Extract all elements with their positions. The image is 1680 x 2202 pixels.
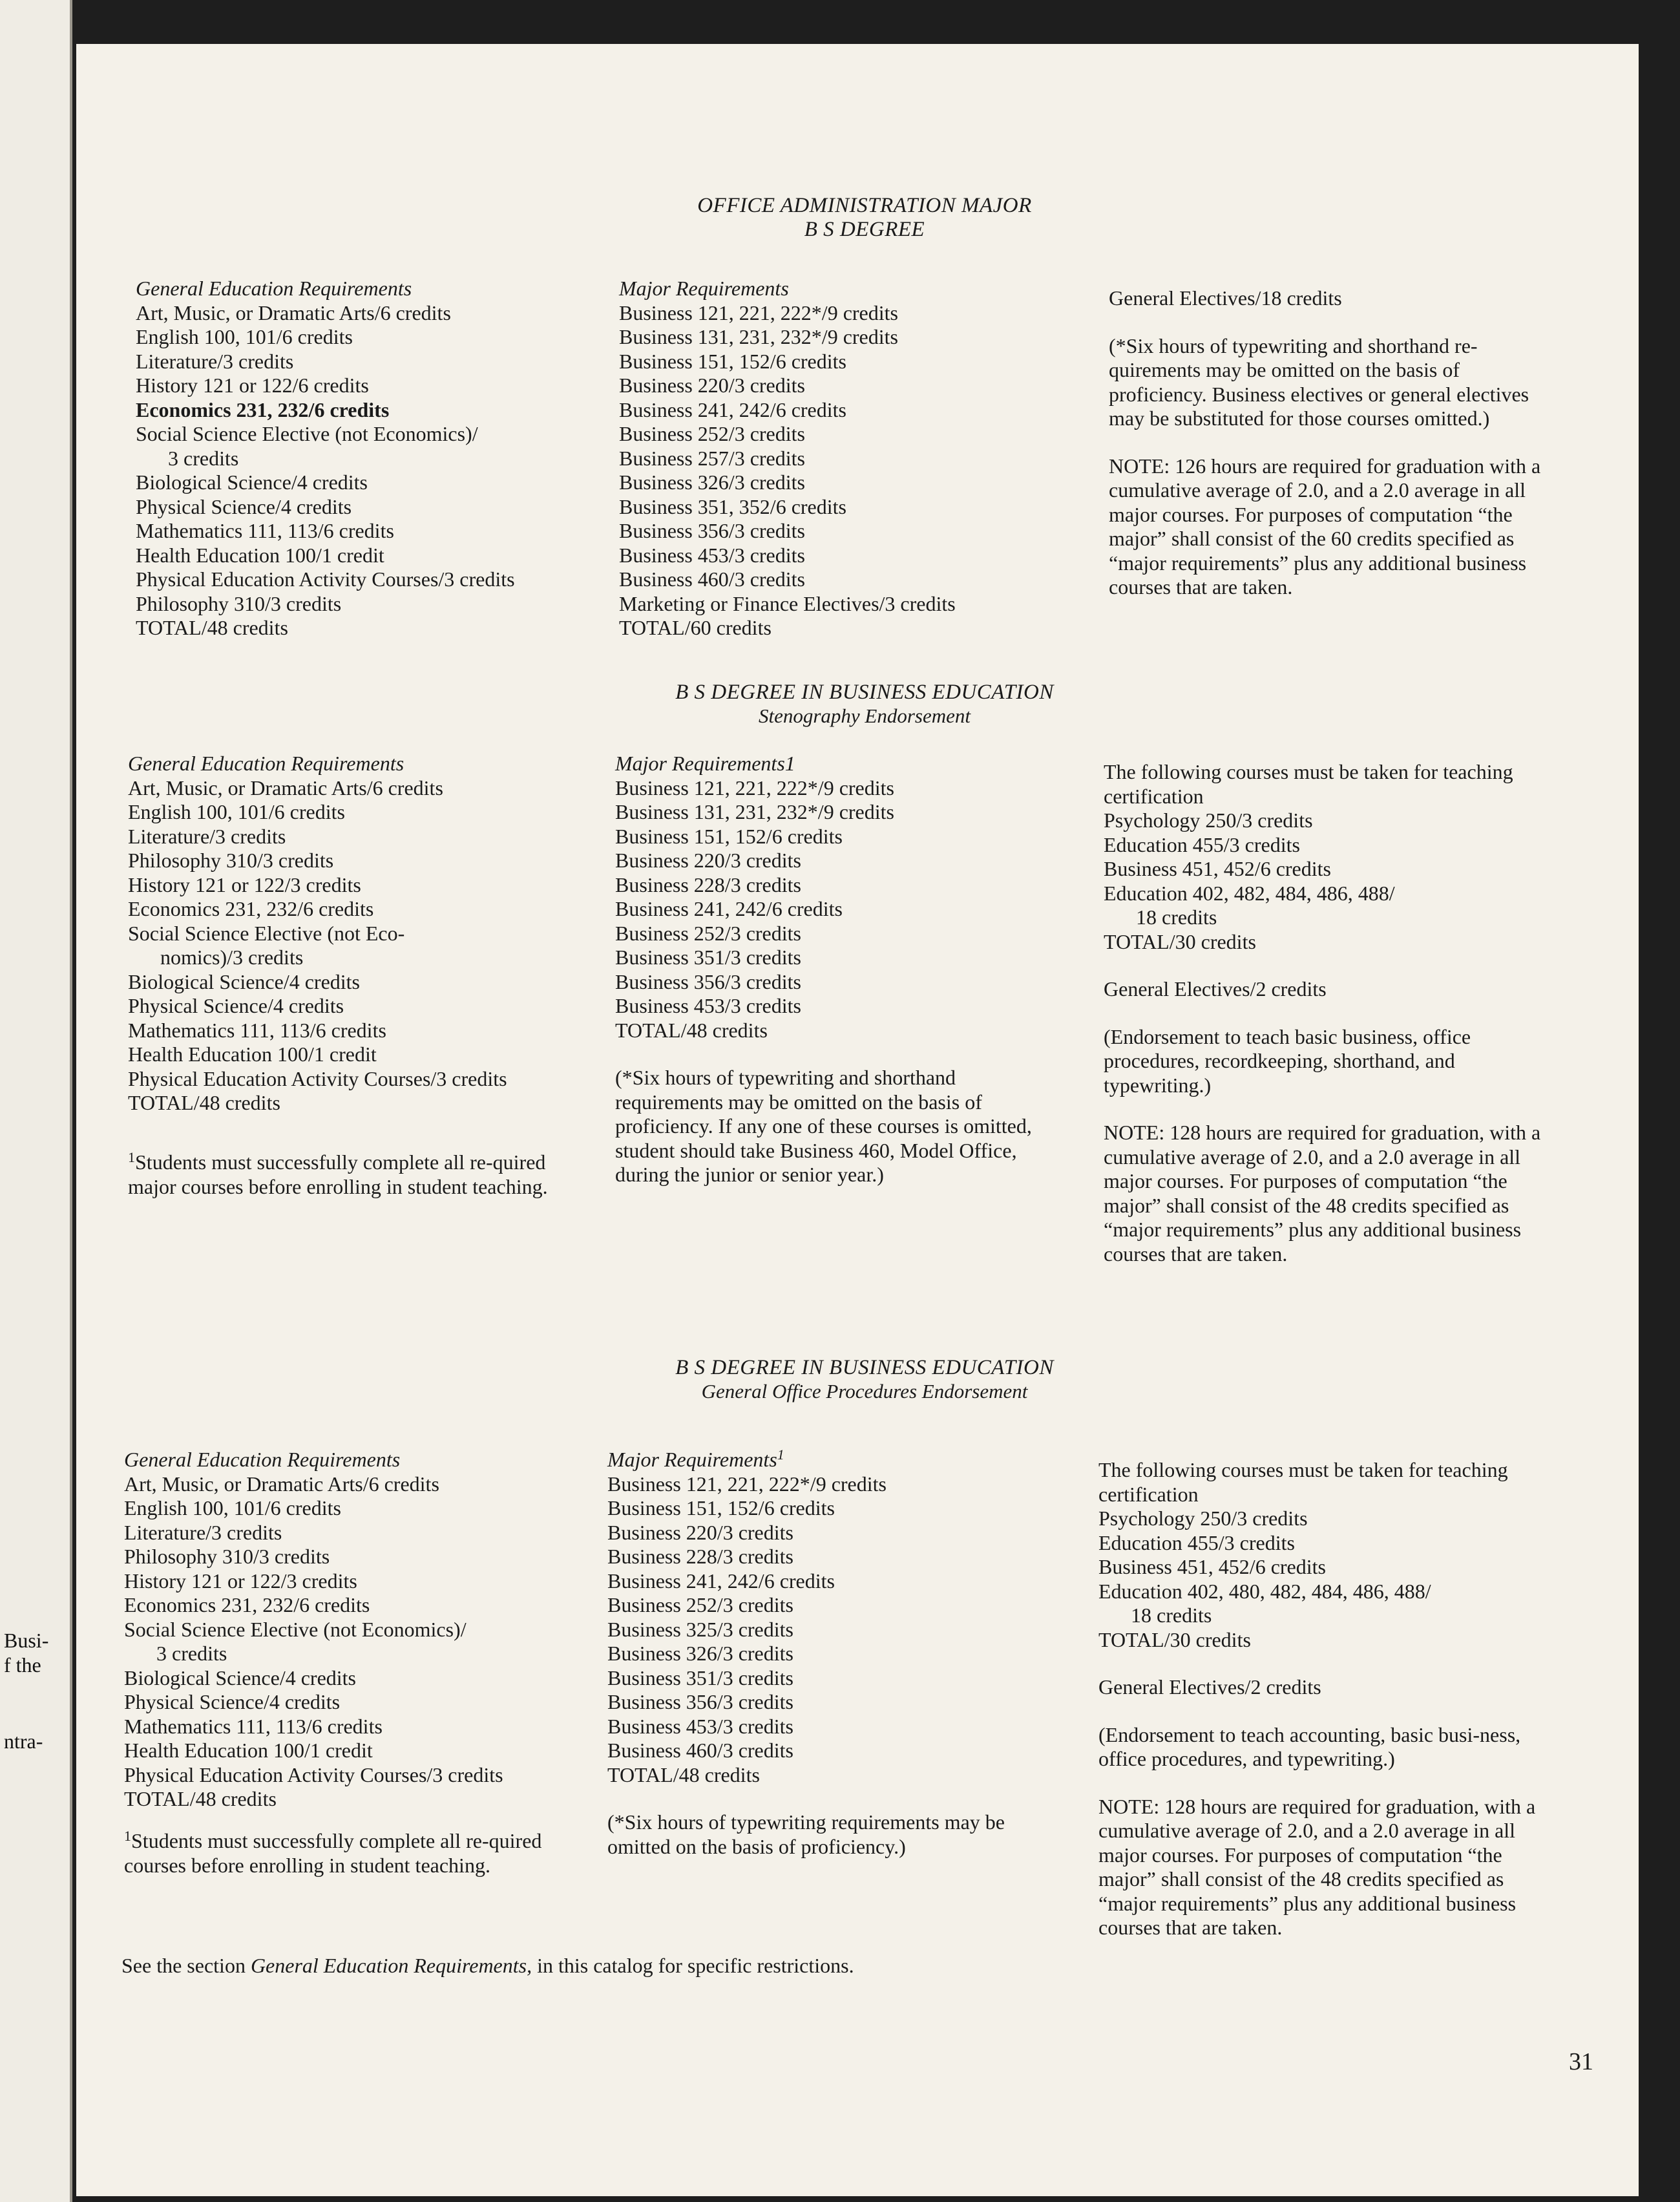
requirement-line: Economics 231, 232/6 credits bbox=[128, 897, 374, 920]
requirement-line: Marketing or Finance Electives/3 credits bbox=[619, 591, 956, 615]
requirement-line: Art, Music, or Dramatic Arts/6 credits bbox=[124, 1472, 439, 1496]
requirement-line: Business 228/3 credits bbox=[615, 873, 801, 896]
requirement-line: Biological Science/4 credits bbox=[124, 1666, 356, 1689]
requirement-line: Business 252/3 credits bbox=[607, 1593, 793, 1616]
section2-major-column bbox=[615, 752, 1093, 1187]
requirement-line: Business 356/3 credits bbox=[619, 519, 805, 542]
closing-italic: General Education Requirements, bbox=[250, 1954, 532, 1977]
requirement-line: Business 351, 352/6 credits bbox=[619, 494, 846, 518]
requirement-line: Philosophy 310/3 credits bbox=[136, 591, 342, 615]
section-subtitle: General Office Procedures Endorsement bbox=[701, 1380, 1028, 1403]
requirement-line: Art, Music, or Dramatic Arts/6 credits bbox=[136, 301, 451, 324]
requirement-line: Mathematics 111, 113/6 credits bbox=[124, 1714, 383, 1738]
section1-heading bbox=[593, 194, 1136, 242]
requirement-line: Business 453/3 credits bbox=[607, 1714, 793, 1738]
requirement-line: Physical Science/4 credits bbox=[128, 994, 344, 1017]
section2-gen-ed-footnote bbox=[128, 1150, 593, 1199]
section2-heading bbox=[593, 681, 1136, 728]
requirement-line: Biological Science/4 credits bbox=[128, 969, 360, 993]
cert-intro: The following courses must be taken for teaching certification bbox=[1104, 760, 1513, 808]
graduation-note: NOTE: 128 hours are required for graduation, with a cumulative average of 2.0, and a 2.0 average in all major courses. For purposes of computation “the major” shall consist of the 48 credits specified as “major requirements” plus any additional business courses that are taken. bbox=[1104, 1121, 1541, 1265]
section-title: OFFICE ADMINISTRATION MAJOR bbox=[697, 194, 1032, 217]
requirement-line: Business 121, 221, 222*/9 credits bbox=[615, 776, 894, 799]
requirement-line: Art, Music, or Dramatic Arts/6 credits bbox=[128, 776, 443, 799]
requirement-line: English 100, 101/6 credits bbox=[124, 1496, 341, 1519]
previous-page-edge bbox=[0, 0, 72, 2202]
requirement-line: Social Science Elective (not Eco- bbox=[128, 921, 405, 945]
section1-major-column bbox=[619, 277, 1110, 640]
requirement-line: Business 241, 242/6 credits bbox=[615, 897, 843, 920]
requirement-line: Business 460/3 credits bbox=[619, 567, 805, 591]
requirement-line: Mathematics 111, 113/6 credits bbox=[136, 519, 394, 542]
section3-gen-ed-footnote bbox=[124, 1829, 589, 1878]
requirement-line: History 121 or 122/6 credits bbox=[136, 374, 369, 397]
footnote-mark: 1 bbox=[784, 752, 795, 775]
total-line: TOTAL/48 credits bbox=[615, 1018, 768, 1042]
requirement-line: English 100, 101/6 credits bbox=[128, 800, 345, 823]
requirement-line: Biological Science/4 credits bbox=[136, 471, 368, 494]
section3-major-column bbox=[607, 1448, 1098, 1859]
graduation-note: NOTE: 128 hours are required for graduation, with a cumulative average of 2.0, and a 2.0 average in all major courses. For purposes of computation “the major” shall consist of the 48 credits specified as “major requirements” plus any additional business courses that are taken. bbox=[1098, 1794, 1536, 1939]
cert-line: Business 451, 452/6 credits bbox=[1104, 857, 1331, 880]
margin-fragment: ntra- bbox=[4, 1730, 43, 1753]
requirement-line: Literature/3 credits bbox=[128, 824, 286, 848]
cert-line: 18 credits bbox=[1131, 1604, 1212, 1627]
cert-line: 18 credits bbox=[1136, 905, 1217, 929]
requirement-line: Business 460/3 credits bbox=[607, 1739, 793, 1762]
requirement-line: History 121 or 122/3 credits bbox=[128, 873, 361, 896]
section3-heading bbox=[593, 1356, 1136, 1403]
closing-suffix: in this catalog for specific restrictions. bbox=[537, 1954, 854, 1977]
footnote-text: Students must successfully complete all re-quired major courses before enrolling in student teaching. bbox=[128, 1150, 548, 1198]
requirement-line: Business 453/3 credits bbox=[619, 543, 805, 567]
requirement-line: Business 325/3 credits bbox=[607, 1617, 793, 1641]
closing-note bbox=[121, 1954, 854, 1978]
cert-line: Education 402, 482, 484, 486, 488/ bbox=[1104, 881, 1395, 905]
requirement-line: Health Education 100/1 credit bbox=[128, 1043, 377, 1066]
requirement-line: Physical Education Activity Courses/3 credits bbox=[124, 1763, 503, 1786]
requirement-line: Business 351/3 credits bbox=[615, 946, 801, 969]
requirement-line: Business 241, 242/6 credits bbox=[619, 397, 846, 421]
total-line: TOTAL/30 credits bbox=[1104, 929, 1256, 953]
requirement-line: Physical Education Activity Courses/3 credits bbox=[136, 567, 515, 591]
requirement-line: Literature/3 credits bbox=[124, 1520, 282, 1544]
requirement-line: Economics 231, 232/6 credits bbox=[136, 397, 390, 421]
footnote: (*Six hours of typewriting and shorthand re-quirements may be omitted on the basis of proficiency. Business electives or general electives may be substituted for those courses omitted.) bbox=[1109, 333, 1529, 430]
margin-fragment: Busi- bbox=[4, 1629, 49, 1652]
column-heading: General Education Requirements bbox=[128, 752, 404, 775]
requirement-line: Business 351/3 credits bbox=[607, 1666, 793, 1689]
requirement-line: Physical Education Activity Courses/3 credits bbox=[128, 1066, 507, 1090]
requirement-line: Business 257/3 credits bbox=[619, 446, 805, 470]
section-subtitle: Stenography Endorsement bbox=[758, 704, 971, 727]
requirement-line: Business 151, 152/6 credits bbox=[615, 824, 843, 848]
requirement-line: Business 121, 221, 222*/9 credits bbox=[607, 1472, 887, 1496]
column-heading: Major Requirements bbox=[607, 1448, 777, 1471]
requirement-line: 3 credits bbox=[168, 446, 239, 470]
cert-line: Psychology 250/3 credits bbox=[1104, 809, 1313, 832]
cert-line: Education 455/3 credits bbox=[1104, 832, 1300, 856]
footnote-text: Students must successfully complete all re-quired courses before enrolling in student teaching. bbox=[124, 1829, 542, 1877]
column-heading: Major Requirements bbox=[615, 752, 785, 775]
column-heading: General Education Requirements bbox=[124, 1448, 401, 1471]
requirement-line: Literature/3 credits bbox=[136, 349, 294, 373]
requirement-line: Business 220/3 credits bbox=[607, 1520, 793, 1544]
total-line: TOTAL/48 credits bbox=[607, 1763, 760, 1786]
footnote: (*Six hours of typewriting requirements may be omitted on the basis of proficiency.) bbox=[607, 1810, 1005, 1858]
closing-prefix: See the section bbox=[121, 1954, 246, 1977]
catalog-page bbox=[76, 44, 1639, 2196]
endorsement: (Endorsement to teach accounting, basic busi-ness, office procedures, and typewriting.) bbox=[1098, 1722, 1521, 1770]
requirement-line: Business 453/3 credits bbox=[615, 994, 801, 1017]
requirement-line: Business 121, 221, 222*/9 credits bbox=[619, 301, 898, 324]
requirement-line: Business 356/3 credits bbox=[615, 969, 801, 993]
requirement-line: Health Education 100/1 credit bbox=[136, 543, 384, 567]
margin-fragment: f the bbox=[4, 1653, 41, 1677]
total-line: TOTAL/30 credits bbox=[1098, 1627, 1251, 1651]
general-electives: General Electives/2 credits bbox=[1098, 1675, 1321, 1699]
endorsement: (Endorsement to teach basic business, office procedures, recordkeeping, shorthand, and typewriting.) bbox=[1104, 1024, 1471, 1097]
section3-cert-column bbox=[1098, 1458, 1615, 1940]
section-title: B S DEGREE IN BUSINESS EDUCATION bbox=[675, 1356, 1054, 1379]
section-title: B S DEGREE IN BUSINESS EDUCATION bbox=[675, 681, 1054, 704]
requirement-line: Business 326/3 credits bbox=[619, 471, 805, 494]
requirement-line: Business 252/3 credits bbox=[619, 422, 805, 445]
cert-line: Business 451, 452/6 credits bbox=[1098, 1555, 1326, 1578]
requirement-line: Business 356/3 credits bbox=[607, 1690, 793, 1713]
requirement-line: Health Education 100/1 credit bbox=[124, 1739, 373, 1762]
section3-gen-ed-column bbox=[124, 1448, 641, 1812]
requirement-line: Social Science Elective (not Economics)/ bbox=[136, 422, 478, 445]
section1-gen-ed-column bbox=[136, 277, 653, 640]
requirement-line: Business 228/3 credits bbox=[607, 1545, 793, 1568]
requirement-line: Business 241, 242/6 credits bbox=[607, 1569, 835, 1593]
requirement-line: 3 credits bbox=[156, 1642, 227, 1665]
requirement-line: Physical Science/4 credits bbox=[136, 494, 352, 518]
total-line: TOTAL/60 credits bbox=[619, 616, 772, 639]
section2-cert-column bbox=[1104, 760, 1621, 1266]
requirement-line: Philosophy 310/3 credits bbox=[124, 1545, 330, 1568]
cert-intro: The following courses must be taken for teaching certification bbox=[1098, 1458, 1508, 1506]
requirement-line: Business 220/3 credits bbox=[615, 849, 801, 872]
cert-line: Psychology 250/3 credits bbox=[1098, 1507, 1308, 1530]
requirement-line: Mathematics 111, 113/6 credits bbox=[128, 1018, 386, 1042]
graduation-note: NOTE: 126 hours are required for graduation with a cumulative average of 2.0, and a 2.0 average in all major courses. For purposes of computation “the major” shall consist of the 60 credits specified as “major requirements” plus any additional business courses that are taken. bbox=[1109, 454, 1541, 598]
requirement-line: Philosophy 310/3 credits bbox=[128, 849, 334, 872]
requirement-line: History 121 or 122/3 credits bbox=[124, 1569, 357, 1593]
column-heading: Major Requirements bbox=[619, 277, 789, 300]
requirement-line: nomics)/3 credits bbox=[160, 946, 304, 969]
requirement-line: English 100, 101/6 credits bbox=[136, 325, 353, 348]
footnote-mark: 1 bbox=[128, 1149, 135, 1165]
general-electives: General Electives/18 credits bbox=[1109, 286, 1342, 310]
requirement-line: Business 151, 152/6 credits bbox=[607, 1496, 835, 1519]
requirement-line: Business 252/3 credits bbox=[615, 921, 801, 945]
total-line: TOTAL/48 credits bbox=[124, 1787, 277, 1810]
total-line: TOTAL/48 credits bbox=[136, 616, 288, 639]
requirement-line: Business 220/3 credits bbox=[619, 374, 805, 397]
requirement-line: Business 326/3 credits bbox=[607, 1642, 793, 1665]
page-number: 31 bbox=[1569, 2048, 1593, 2075]
requirement-line: Physical Science/4 credits bbox=[124, 1690, 341, 1713]
section-subtitle: B S DEGREE bbox=[804, 218, 925, 241]
requirement-line: Social Science Elective (not Economics)/ bbox=[124, 1617, 467, 1641]
requirement-line: Business 151, 152/6 credits bbox=[619, 349, 846, 373]
section2-gen-ed-column bbox=[128, 752, 645, 1116]
footnote-mark: 1 bbox=[777, 1446, 784, 1463]
requirement-line: Economics 231, 232/6 credits bbox=[124, 1593, 370, 1616]
footnote: (*Six hours of typewriting and shorthand requirements may be omitted on the basis of proficiency. If any one of these courses is omitted, student should take Business 460, Model Office, during the junior or senior year.) bbox=[615, 1066, 1032, 1186]
column-heading: General Education Requirements bbox=[136, 277, 412, 300]
requirement-line: Business 131, 231, 232*/9 credits bbox=[619, 325, 898, 348]
cert-line: Education 402, 480, 482, 484, 486, 488/ bbox=[1098, 1579, 1431, 1603]
total-line: TOTAL/48 credits bbox=[128, 1091, 280, 1114]
general-electives: General Electives/2 credits bbox=[1104, 977, 1327, 1000]
footnote-mark: 1 bbox=[124, 1828, 131, 1844]
requirement-line: Business 131, 231, 232*/9 credits bbox=[615, 800, 894, 823]
section1-notes-column bbox=[1109, 286, 1548, 600]
cert-line: Education 455/3 credits bbox=[1098, 1530, 1295, 1554]
